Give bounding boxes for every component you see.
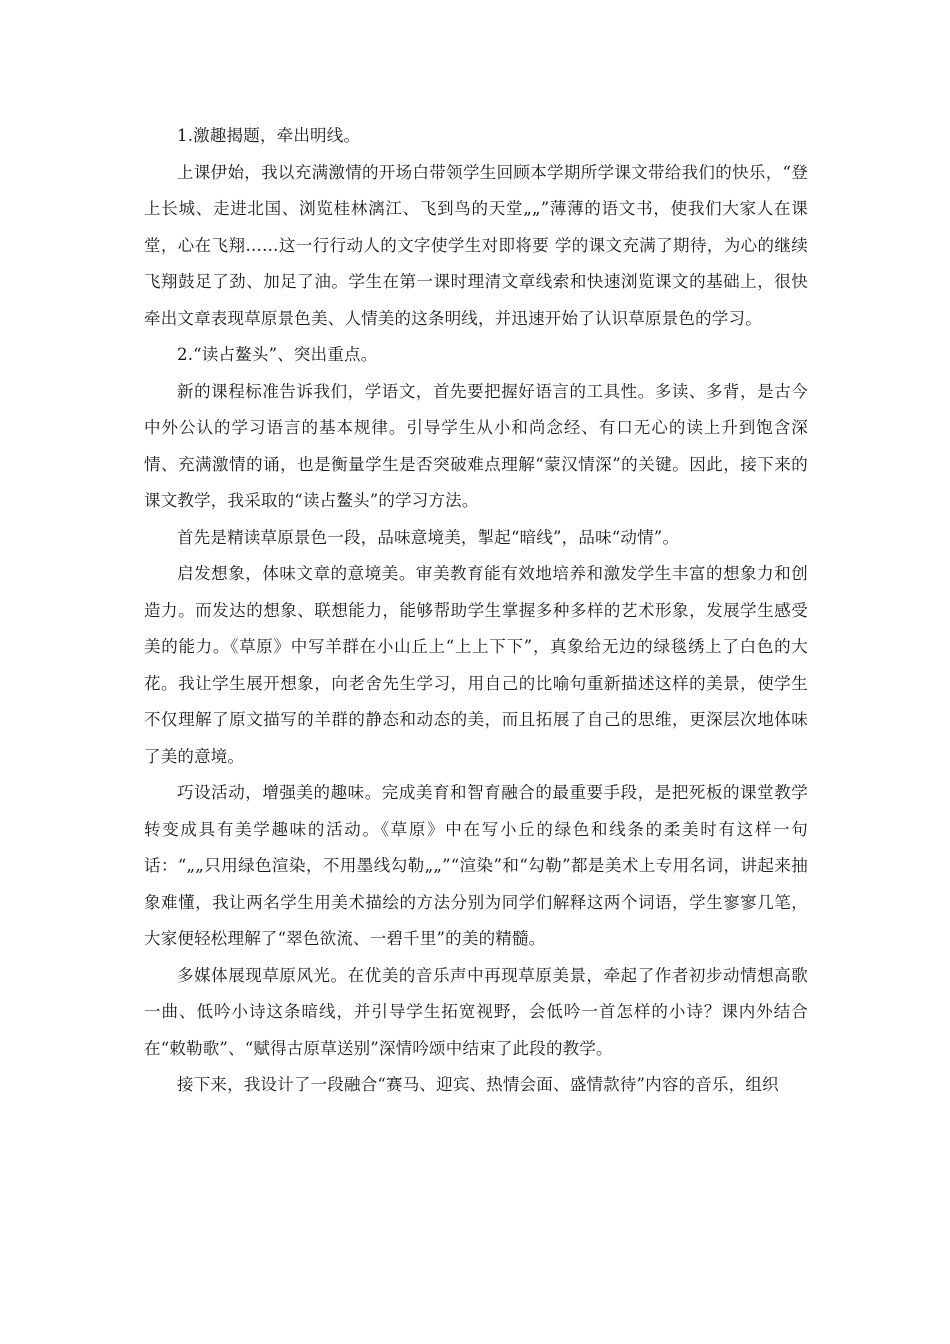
paragraph-9: 接下来，我设计了一段融合“赛马、迎宾、热情会面、盛情款待”内容的音乐，组织: [177, 1075, 779, 1094]
paragraph-1: 1.激趣揭题，牵出明线。: [177, 126, 361, 145]
paragraph-4: 新的课程标准告诉我们，学语文，首先要把握好语言的工具性。多读、多背，是古今中外公认的学习语言的基本规律。引导学生从小和尚念经、有口无心的读上升到饱含深情、充满激情的诵，也是衡量学生是否突破难点理解“蒙汉情深”的关键。因此，接下来的课文教学，我采取的“读占鳌头”的学习方法。: [144, 381, 808, 510]
paragraph-6: 启发想象，体味文章的意境美。审美教育能有效地培养和激发学生丰富的想象力和创造力。而发达的想象、联想能力，能够帮助学生掌握多种多样的艺术形象，发展学生感受美的能力。《草原》中写羊群在小山丘上“上上下下”，真象给无边的绿毯绣上了白色的大花。我让学生展开想象，向老舍先生学习，用自己的比喻句重新描述这样的美景，使学生不仅理解了原文描写的羊群的静态和动态的美，而且拓展了自己的思维，更深层次地体味了美的意境。: [144, 564, 808, 766]
paragraph-3: 2.“读占鳌头”、突出重点。: [177, 345, 378, 364]
paragraph-7: 巧设活动，增强美的趣味。完成美育和智育融合的最重要手段，是把死板的课堂教学转变成具有美学趣味的活动。《草原》中在写小丘的绿色和线条的柔美时有这样一句话：“„„只用绿色渲染，不用墨线勾勒„„”“渲染”和“勾勒”都是美术上专用名词，讲起来抽象难懂，我让两名学生用美术描绘的方法分别为同学们解释这两个词语，学生寥寥几笔，大家便轻松理解了“翠色欲流、一碧千里”的美的精髓。: [144, 783, 808, 948]
paragraph-2: 上课伊始，我以充满激情的开场白带领学生回顾本学期所学课文带给我们的快乐，“登上长城、走进北国、浏览桂林漓江、飞到鸟的天堂„„”薄薄的语文书，使我们大家人在课堂，心在飞翔……这一行行动人的文字使学生对即将要 学的课文充满了期待，为心的继续飞翔鼓足了劲、加足了油。学生在第一课时理清文章线索和快速浏览课文的基础上，很快牵出文章表现草原景色美、人情美的这条明线，并迅速开始了认识草原景色的学习。: [144, 162, 808, 328]
paragraph-5: 首先是精读草原景色一段，品味意境美，掣起“暗线”，品味“动情”。: [177, 527, 680, 547]
paragraph-8: 多媒体展现草原风光。在优美的音乐声中再现草原美景，牵起了作者初步动情想高歌一曲、低吟小诗这条暗线，并引导学生拓宽视野，会低吟一首怎样的小诗？课内外结合在“敕勒歌”、“赋得古原草送别”深情吟颂中结束了此段的教学。: [144, 965, 808, 1058]
document-body: [144, 118, 808, 1104]
